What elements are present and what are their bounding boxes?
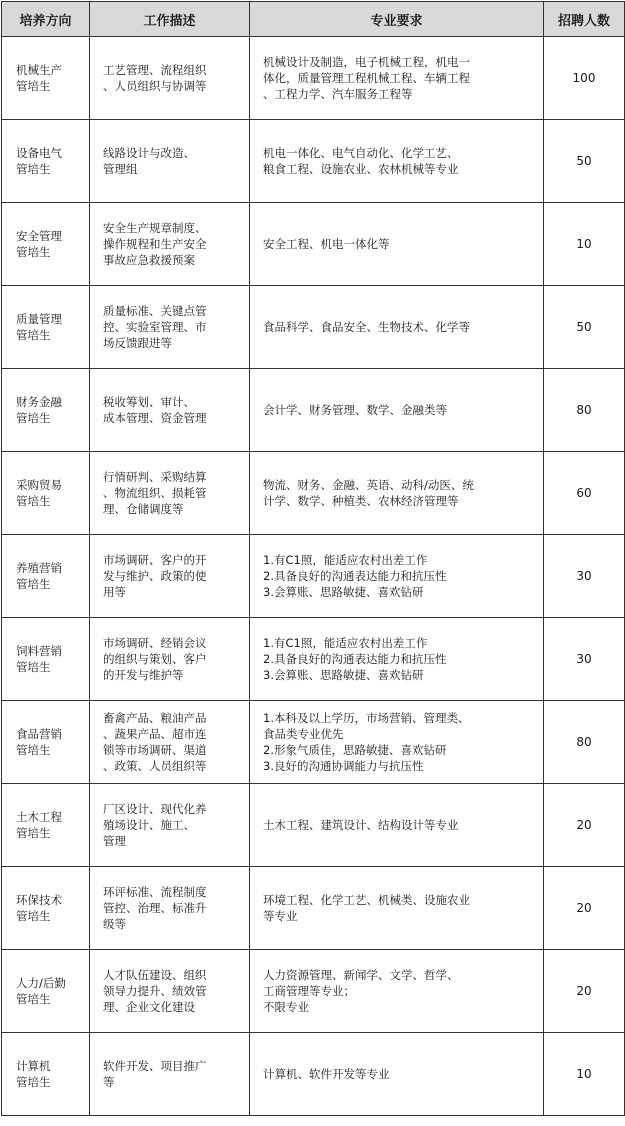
cell-requirements: 环境工程、化学工艺、机械类、设施农业 等专业: [250, 867, 544, 950]
cell-description: 环评标准、流程制度 管控、治理、标准升 级等: [90, 867, 250, 950]
cell-requirements: 食品科学、食品安全、生物技术、化学等: [250, 286, 544, 369]
cell-direction: 食品营销 管培生: [2, 701, 90, 784]
cell-requirements: 计算机、软件开发等专业: [250, 1033, 544, 1116]
cell-direction: 人力/后勤 管培生: [2, 950, 90, 1033]
header-description: 工作描述: [90, 2, 250, 37]
cell-count: 80: [544, 701, 625, 784]
table-body: [2, 37, 625, 1116]
cell-description: 行情研判、采购结算 、物流组织、损耗管 理、仓储调度等: [90, 452, 250, 535]
cell-description: 线路设计与改造、 管理组: [90, 120, 250, 203]
cell-description: 质量标准、关键点管 控、实验室管理、市 场反馈跟进等: [90, 286, 250, 369]
cell-description: 工艺管理、流程组织 、人员组织与协调等: [90, 37, 250, 120]
cell-direction: 土木工程 管培生: [2, 784, 90, 867]
table-row: [2, 120, 625, 203]
cell-direction: 财务金融 管培生: [2, 369, 90, 452]
cell-direction: 养殖营销 管培生: [2, 535, 90, 618]
cell-description: 税收筹划、审计、 成本管理、资金管理: [90, 369, 250, 452]
table-row: [2, 286, 625, 369]
cell-direction: 设备电气 管培生: [2, 120, 90, 203]
table-row: [2, 701, 625, 784]
table-row: [2, 784, 625, 867]
cell-requirements: 会计学、财务管理、数学、金融类等: [250, 369, 544, 452]
cell-requirements: 人力资源管理、新闻学、文学、哲学、 工商管理等专业； 不限专业: [250, 950, 544, 1033]
cell-count: 60: [544, 452, 625, 535]
table-row: [2, 1033, 625, 1116]
recruitment-table: [1, 1, 625, 1116]
cell-count: 20: [544, 784, 625, 867]
cell-direction: 安全管理 管培生: [2, 203, 90, 286]
cell-description: 软件开发、项目推广 等: [90, 1033, 250, 1116]
cell-description: 市场调研、经销会议 的组织与策划、客户 的开发与维护等: [90, 618, 250, 701]
cell-description: 人才队伍建设、组织 领导力提升、绩效管 理、企业文化建设: [90, 950, 250, 1033]
table-row: [2, 950, 625, 1033]
cell-direction: 环保技术 管培生: [2, 867, 90, 950]
cell-count: 80: [544, 369, 625, 452]
cell-count: 100: [544, 37, 625, 120]
table-row: [2, 535, 625, 618]
table-row: [2, 203, 625, 286]
cell-description: 畜禽产品、粮油产品 、蔬果产品、超市连 锁等市场调研、渠道 、政策、人员组织等: [90, 701, 250, 784]
table-row: [2, 37, 625, 120]
cell-count: 20: [544, 950, 625, 1033]
table-header: [2, 2, 625, 37]
cell-requirements: 土木工程、建筑设计、结构设计等专业: [250, 784, 544, 867]
cell-count: 50: [544, 286, 625, 369]
cell-count: 10: [544, 1033, 625, 1116]
cell-description: 市场调研、客户的开 发与维护、政策的使 用等: [90, 535, 250, 618]
cell-direction: 饲料营销 管培生: [2, 618, 90, 701]
header-count: 招聘人数: [544, 2, 625, 37]
cell-requirements: 1.本科及以上学历，市场营销、管理类、 食品类专业优先 2.形象气质佳，思路敏捷、喜欢钻研 3.良好的沟通协调能力与抗压性: [250, 701, 544, 784]
cell-requirements: 安全工程、机电一体化等: [250, 203, 544, 286]
cell-count: 30: [544, 618, 625, 701]
cell-requirements: 1.有C1照，能适应农村出差工作 2.具备良好的沟通表达能力和抗压性 3.会算账、思路敏捷、喜欢钻研: [250, 618, 544, 701]
cell-requirements: 机械设计及制造，电子机械工程，机电一 体化，质量管理工程机械工程、车辆工程 、工程力学、汽车服务工程等: [250, 37, 544, 120]
header-requirements: 专业要求: [250, 2, 544, 37]
cell-direction: 计算机 管培生: [2, 1033, 90, 1116]
cell-description: 安全生产规章制度、 操作规程和生产安全 事故应急救援预案: [90, 203, 250, 286]
cell-requirements: 1.有C1照，能适应农村出差工作 2.具备良好的沟通表达能力和抗压性 3.会算账、思路敏捷、喜欢钻研: [250, 535, 544, 618]
table-row: [2, 452, 625, 535]
cell-direction: 质量管理 管培生: [2, 286, 90, 369]
cell-direction: 采购贸易 管培生: [2, 452, 90, 535]
header-direction: 培养方向: [2, 2, 90, 37]
cell-count: 30: [544, 535, 625, 618]
cell-direction: 机械生产 管培生: [2, 37, 90, 120]
table-row: [2, 369, 625, 452]
table-row: [2, 618, 625, 701]
table-row: [2, 867, 625, 950]
cell-count: 10: [544, 203, 625, 286]
cell-description: 厂区设计、现代化养 殖场设计、施工、 管理: [90, 784, 250, 867]
header-row: [2, 2, 625, 37]
cell-count: 20: [544, 867, 625, 950]
cell-requirements: 机电一体化、电气自动化、化学工艺、 粮食工程、设施农业、农林机械等专业: [250, 120, 544, 203]
cell-count: 50: [544, 120, 625, 203]
cell-requirements: 物流、财务、金融、英语、动科/动医、统 计学、数学、种植类、农林经济管理等: [250, 452, 544, 535]
